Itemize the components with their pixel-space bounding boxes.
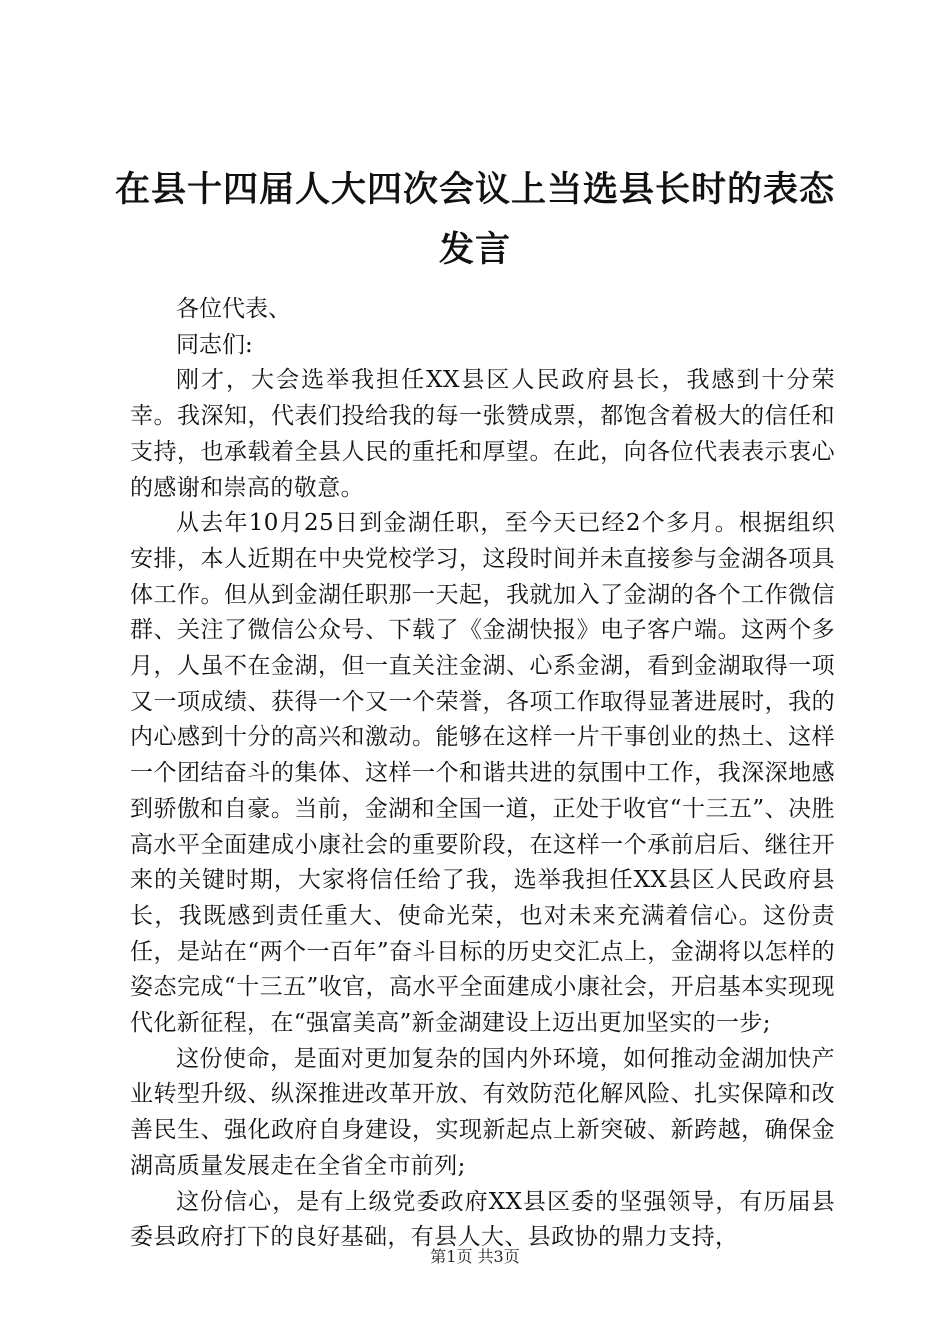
salutation-line-2: 同志们:	[176, 331, 253, 358]
body-paragraph-1: 刚才，大会选举我担任XX县区人民政府县长，我感到十分荣幸。我深知，代表们投给我的每一张赞成票，都饱含着极大的信任和支持，也承载着全县人民的重托和厚望。在此，向各位代表表示衷心的感谢和崇高的敬意。	[130, 367, 835, 501]
body-paragraph-3: 这份使命，是面对更加复杂的国内外环境，如何推动金湖加快产业转型升级、纵深推进改革开放、有效防范化解风险、扎实保障和改善民生、强化政府自身建设，实现新起点上新突破、新跨越，确保金湖高质量发展走在全省全市前列;	[130, 1045, 835, 1179]
document-body	[130, 292, 835, 1256]
body-paragraph-4: 这份信心，是有上级党委政府XX县区委的坚强领导，有历届县委县政府打下的良好基础，有县人大、县政协的鼎力支持，	[130, 1188, 835, 1251]
salutation-line-1: 各位代表、	[176, 296, 291, 322]
body-paragraph-2: 从去年10月25日到金湖任职，至今天已经2个多月。根据组织安排，本人近期在中央党校学习，这段时间并未直接参与金湖各项具体工作。但从到金湖任职那一天起，我就加入了金湖的各个工作微信群、关注了微信公众号、下载了《金湖快报》电子客户端。这两个多月，人虽不在金湖，但一直关注金湖、心系金湖，看到金湖取得一项又一项成绩、获得一个又一个荣誉，各项工作取得显著进展时，我的内心感到十分的高兴和激动。能够在这样一片干事创业的热土、这样一个团结奋斗的集体、这样一个和谐共进的氛围中工作，我深深地感到骄傲和自豪。当前，金湖和全国一道，正处于收官“十三五”、决胜高水平全面建成小康社会的重要阶段，在这样一个承前启后、继往开来的关键时期，大家将信任给了我，选举我担任XX县区人民政府县长，我既感到责任重大、使命光荣，也对未来充满着信心。这份责任，是站在“两个一百年”奋斗目标的历史交汇点上，金湖将以怎样的姿态完成“十三五”收官，高水平全面建成小康社会，开启基本实现现代化新征程，在“强富美高”新金湖建设上迈出更加坚实的一步;	[130, 510, 835, 1037]
page-number-footer: 第1页 共3页	[430, 1247, 520, 1266]
document-title: 在县十四届人大四次会议上当选县长时的表态发言	[115, 169, 836, 270]
